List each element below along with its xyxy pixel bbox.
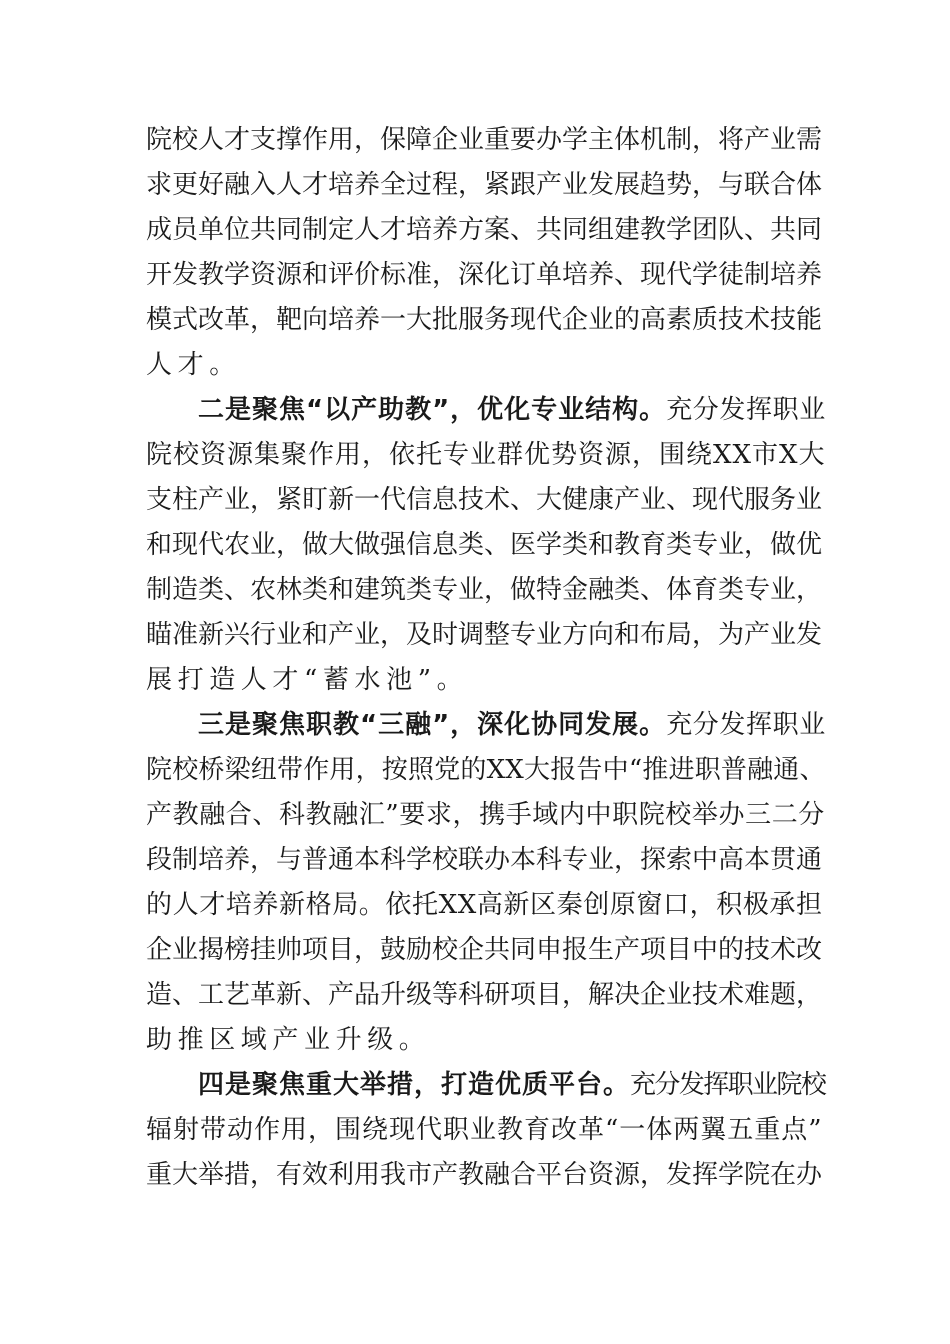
paragraph-3-lead-text: 充分发挥职业: [666, 710, 826, 740]
paragraph-4-lead-text: 充分发挥职业院校: [630, 1070, 826, 1100]
paragraph-2-line-2: 院校资源集聚作用，依托专业群优势资源，围绕XX市X大: [146, 440, 826, 470]
paragraph-4-line-3: 重大举措，有效利用我市产教融合平台资源，发挥学院在办: [146, 1160, 823, 1190]
paragraph-3-line-6: 企业揭榜挂帅项目，鼓励校企共同申报生产项目中的技术改: [146, 935, 823, 965]
paragraph-3-heading: 三是聚焦职教“三融”，深化协同发展。: [198, 710, 667, 740]
paragraph-3-line-5: 的人才培养新格局。依托XX高新区秦创原窗口，积极承担: [146, 890, 823, 920]
paragraph-2-line-4: 和现代农业，做大做强信息类、医学类和教育类专业，做优: [146, 530, 823, 560]
paragraph-2-line-1: [198, 388, 826, 432]
paragraph-4-line-2: 辐射带动作用，围绕现代职业教育改革“一体两翼五重点”: [146, 1115, 823, 1145]
paragraph-3-line-1: [198, 703, 826, 747]
paragraph-3-line-8: 助推区域产业升级。: [146, 1025, 431, 1055]
paragraph-1-line-1: 院校人才支撑作用，保障企业重要办学主体机制，将产业需: [146, 125, 823, 155]
paragraph-2-heading: 二是聚焦“以产助教”，优化专业结构。: [198, 395, 667, 425]
paragraph-2-line-7: 展打造人才“蓄水池”。: [146, 665, 469, 695]
paragraph-2-lead-text: 充分发挥职业: [666, 395, 826, 425]
paragraph-2-line-3: 支柱产业，紧盯新一代信息技术、大健康产业、现代服务业: [146, 485, 823, 515]
paragraph-2-line-6: 瞄准新兴行业和产业，及时调整专业方向和布局，为产业发: [146, 620, 823, 650]
paragraph-1-line-4: 开发教学资源和评价标准，深化订单培养、现代学徒制培养: [146, 260, 823, 290]
paragraph-1-line-3: 成员单位共同制定人才培养方案、共同组建教学团队、共同: [146, 215, 823, 245]
paragraph-4-heading: 四是聚焦重大举措，打造优质平台。: [198, 1070, 631, 1100]
paragraph-1-line-2: 求更好融入人才培养全过程，紧跟产业发展趋势，与联合体: [146, 170, 823, 200]
paragraph-3-line-7: 造、工艺革新、产品升级等科研项目，解决企业技术难题，: [146, 980, 823, 1010]
paragraph-1-line-5: 模式改革，靶向培养一大批服务现代企业的高素质技术技能: [146, 305, 823, 335]
paragraph-2-line-5: 制造类、农林类和建筑类专业，做特金融类、体育类专业，: [146, 575, 823, 605]
paragraph-3-line-4: 段制培养，与普通本科学校联办本科专业，探索中高本贯通: [146, 845, 823, 875]
paragraph-1-line-6: 人才。: [146, 350, 241, 380]
paragraph-3-line-3: 产教融合、科教融汇”要求，携手域内中职院校举办三二分: [146, 800, 825, 830]
paragraph-4-line-1: [198, 1063, 826, 1107]
paragraph-3-line-2: 院校桥梁纽带作用，按照党的XX大报告中“推进职普融通、: [146, 755, 826, 785]
